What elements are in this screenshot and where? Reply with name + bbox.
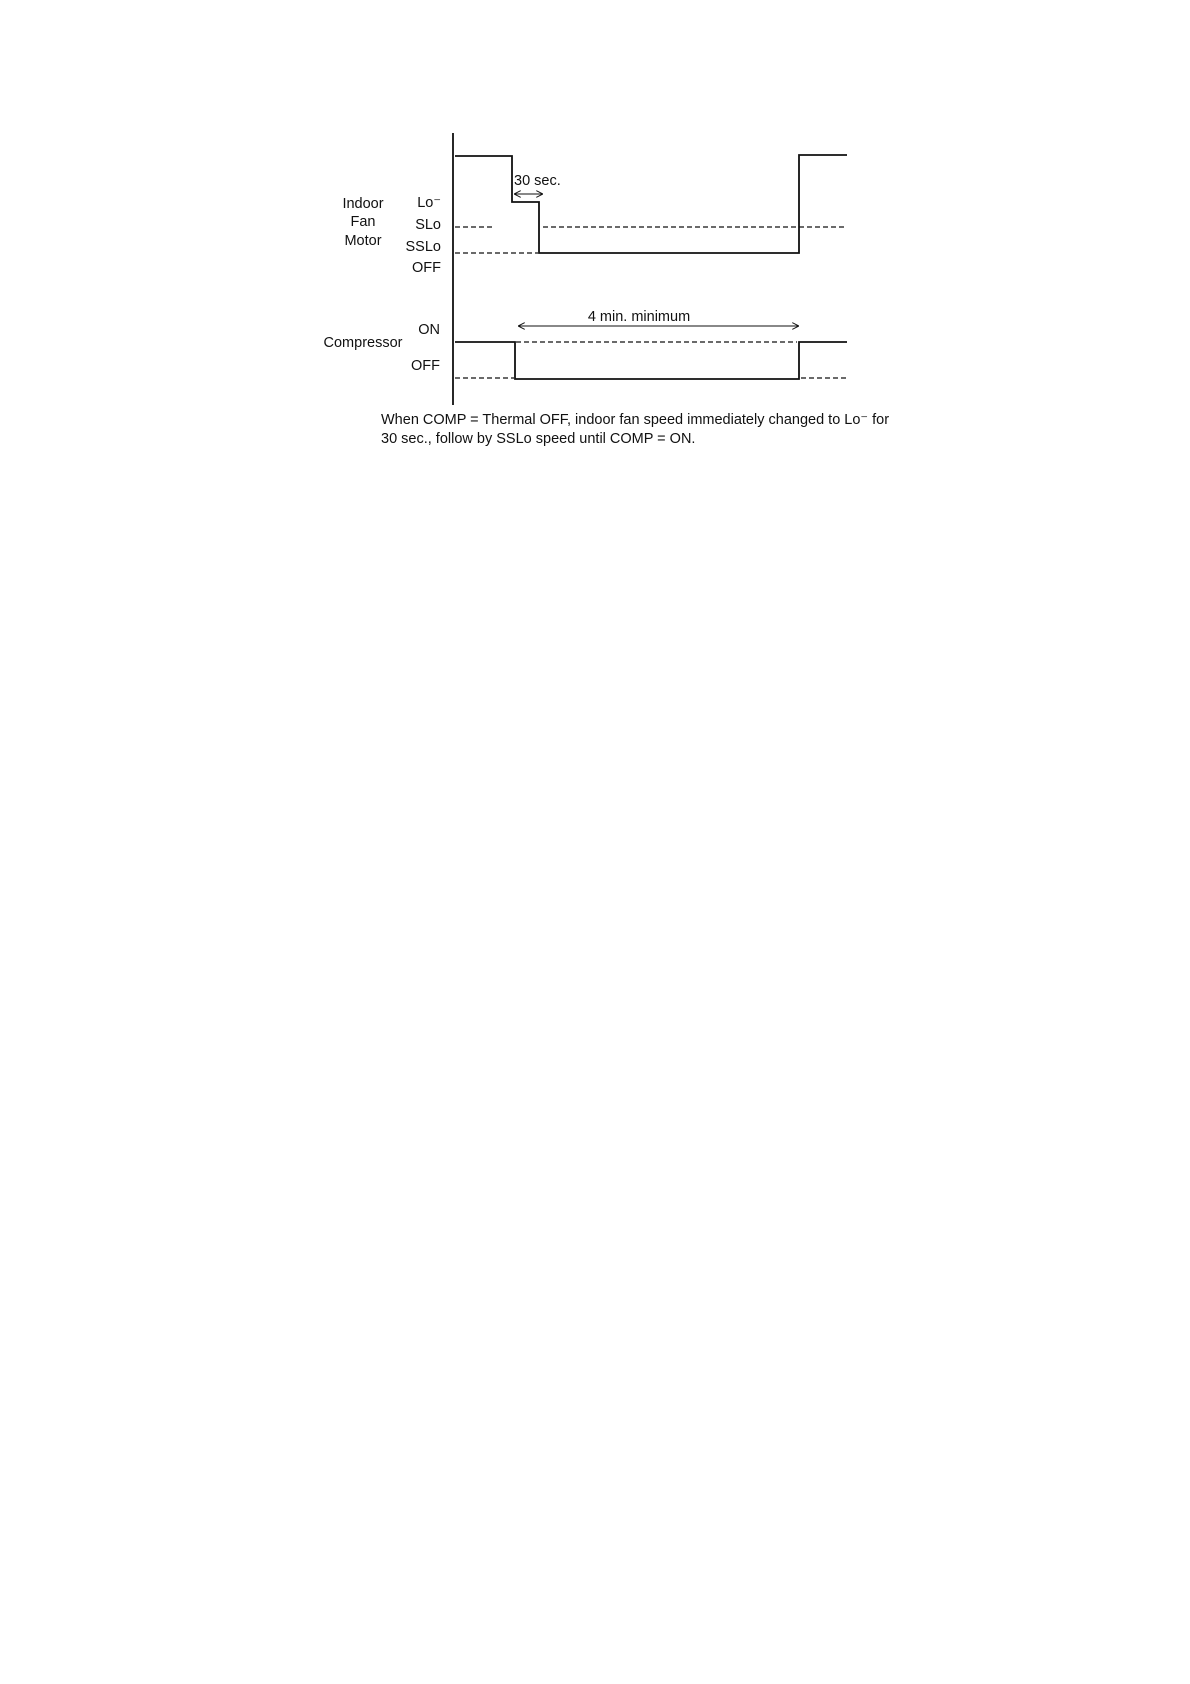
fan-speed-waveform — [455, 155, 847, 253]
compressor-waveform — [455, 342, 847, 379]
compressor-level-off: OFF — [411, 358, 440, 374]
fan-level-sslo: SSLo — [405, 239, 441, 255]
fan-level-slo: SLo — [415, 217, 441, 233]
fan-level-lo-minus: Lo⁻ — [417, 195, 441, 211]
short-interval-label: 30 sec. — [514, 173, 561, 189]
fan-label-line-3: Motor — [344, 233, 382, 249]
caption-line-1: When COMP = Thermal OFF, indoor fan speed immediately changed to Lo⁻ for — [381, 412, 890, 428]
compressor-level-on: ON — [418, 322, 440, 338]
diagram-caption — [381, 411, 921, 449]
fan-label-line-1: Indoor — [342, 196, 384, 212]
fan-label-line-2: Fan — [350, 214, 376, 230]
compressor-label: Compressor — [323, 335, 403, 351]
caption-line-2: 30 sec., follow by SSLo speed until COMP = ON. — [381, 431, 696, 447]
long-interval-label: 4 min. minimum — [587, 309, 691, 325]
fan-level-off: OFF — [412, 260, 441, 276]
